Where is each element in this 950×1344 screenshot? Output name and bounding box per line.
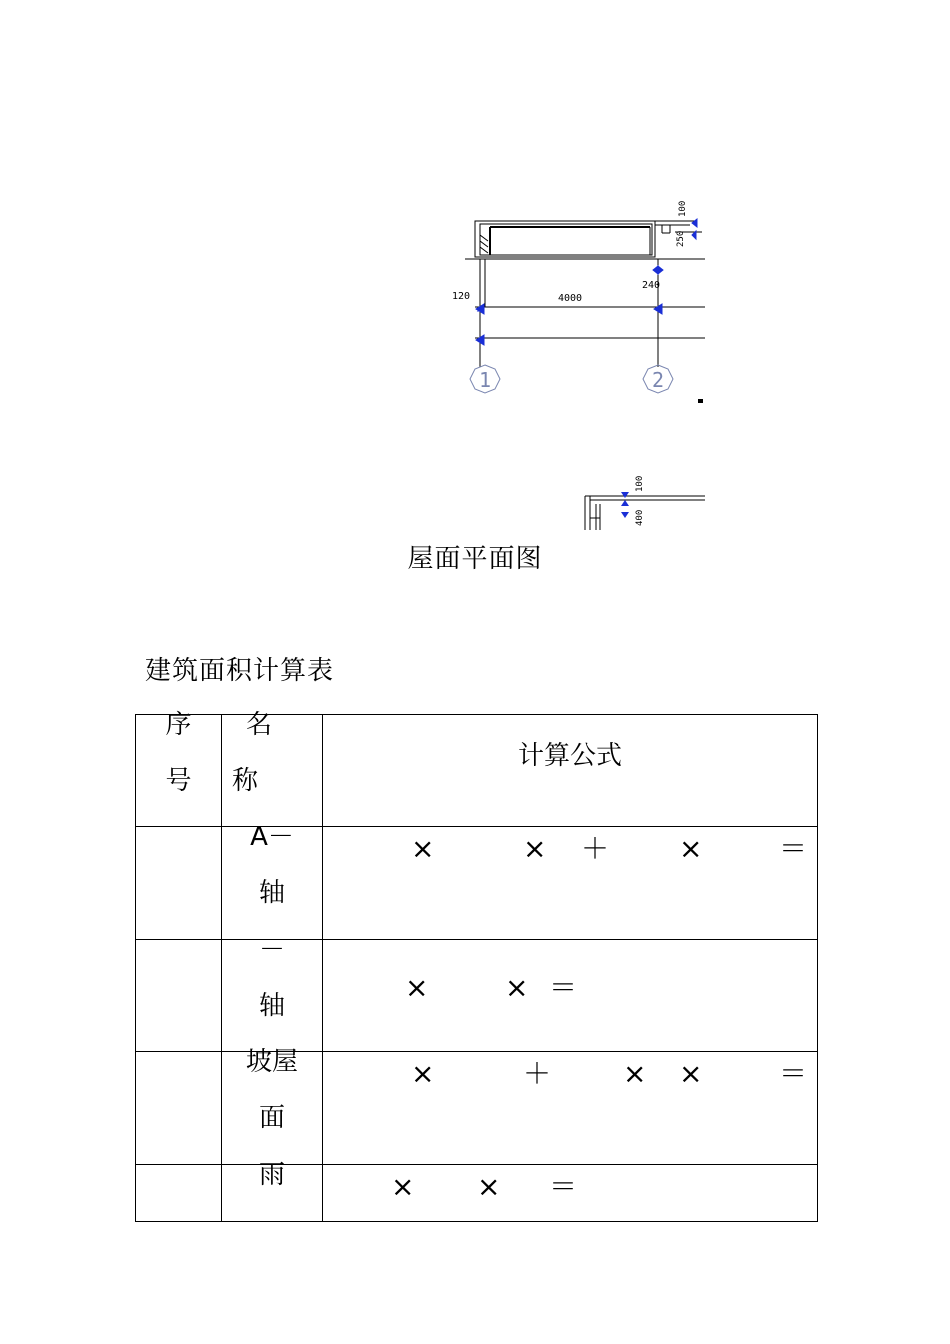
row-seq-cell [136,940,222,1052]
row-formula-cell [323,940,818,1052]
formula-operator: × [405,971,429,1004]
detail-drawing [580,474,710,532]
header-seq-cell [136,710,222,827]
row-name-line1: 雨 [258,1160,285,1190]
detail-dim-400: 400 [635,509,645,526]
dim-240: 240 [642,280,661,291]
formula-operator: × [679,1057,703,1090]
roof-plan-svg [440,195,720,410]
row-name-line2: 面 [258,1103,285,1133]
header-formula-cell [323,715,818,827]
formula-operator: × [411,1057,435,1090]
header-seq-line2: 号 [165,766,192,796]
formula-operator: × [623,1057,647,1090]
dim-4000: 4000 [558,293,583,304]
detail-svg [580,474,710,532]
table-title: 建筑面积计算表 [145,656,335,686]
formula-operator: × [505,971,529,1004]
row-seq-cell [136,1052,222,1165]
formula-operator: ＋ [581,832,610,865]
row-formula-cell [323,827,818,940]
axis-1-label: 1 [479,368,492,392]
formula-operator: × [391,1170,415,1203]
area-calculation-table [135,710,818,1222]
row-name-line2: 轴 [258,878,285,908]
formula-operator: ＝ [779,1057,808,1090]
roof-plan-drawing [440,195,720,410]
axis-2-label: 2 [652,368,665,392]
drawing-caption: 屋面平面图 [407,544,543,574]
formula-operator: ＝ [779,832,808,865]
dim-100: 100 [678,200,688,217]
row-seq-cell [136,1165,222,1222]
header-seq-line1: 序 [165,710,192,740]
row-name-line1: 坡屋 [245,1047,298,1077]
formula-operator: ＝ [549,1170,578,1203]
row-name-cell [222,1160,323,1222]
row-formula-cell [323,1052,818,1165]
formula-operator: ＝ [549,971,578,1004]
row-name-line1: A－ [250,822,294,852]
formula-operator: × [477,1170,501,1203]
dim-250: 250 [676,230,686,247]
detail-dim-100: 100 [635,475,645,492]
row-seq-cell [136,827,222,940]
dim-120: 120 [452,291,471,302]
formula-operator: ＋ [523,1057,552,1090]
header-formula: 计算公式 [517,741,622,771]
row-name-line2: 轴 [258,991,285,1021]
formula-operator: × [679,832,703,865]
formula-operator: × [523,832,547,865]
header-name-line2: 称 [232,766,259,796]
header-name-line1: 名 [246,710,273,740]
row-name-line1: － [258,935,285,965]
formula-operator: × [411,832,435,865]
table-row [136,1165,818,1222]
row-formula-cell [323,1165,818,1222]
